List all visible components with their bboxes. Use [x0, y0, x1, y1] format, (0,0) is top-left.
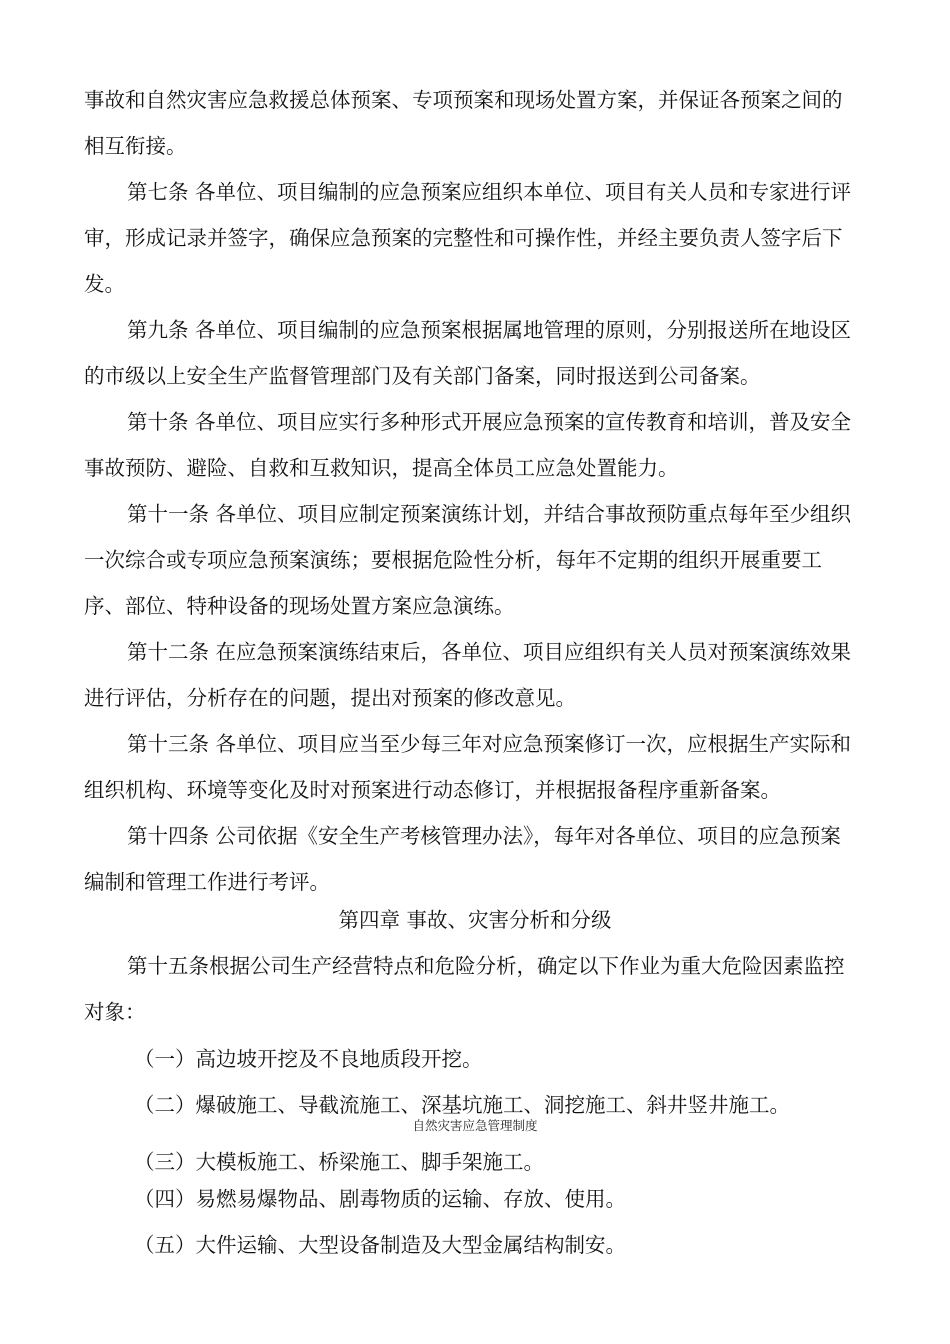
paragraph-line: 审，形成记录并签字，确保应急预案的完整性和可操作性，并经主要负责人签字后下: [84, 226, 843, 250]
article-9-line: 第九条 各单位、项目编制的应急预案根据属地管理的原则，分别报送所在地设区: [127, 318, 852, 342]
chapter-title: 第四章 事故、灾害分析和分级: [338, 908, 612, 932]
paragraph-line: 的市级以上安全生产监督管理部门及有关部门备案，同时报送到公司备案。: [84, 364, 761, 388]
article-13-line: 第十三条 各单位、项目应当至少每三年对应急预案修订一次，应根据生产实际和: [127, 732, 852, 756]
article-15-line: 第十五条根据公司生产经营特点和危险分析，确定以下作业为重大危险因素监控: [127, 954, 845, 978]
list-item: （三）大模板施工、桥梁施工、脚手架施工。: [134, 1150, 544, 1174]
paragraph-line: 组织机构、环境等变化及时对预案进行动态修订，并根据报备程序重新备案。: [84, 778, 781, 802]
list-item: （五）大件运输、大型设备制造及大型金属结构制安。: [134, 1233, 626, 1257]
paragraph-line: 事故预防、避险、自救和互救知识，提高全体员工应急处置能力。: [84, 456, 679, 480]
article-14-line: 第十四条 公司依据《安全生产考核管理办法》，每年对各单位、项目的应急预案: [127, 824, 841, 848]
paragraph-line: 编制和管理工作进行考评。: [84, 870, 330, 894]
paragraph-line: 相互衔接。: [84, 134, 187, 158]
page-footer: 自然灾害应急管理制度: [412, 1118, 538, 1133]
list-item: （二）爆破施工、导截流施工、深基坑施工、洞挖施工、斜井竖井施工。: [134, 1093, 790, 1117]
article-12-line: 第十二条 在应急预案演练结束后，各单位、项目应组织有关人员对预案演练效果: [127, 640, 852, 664]
paragraph-line: 一次综合或专项应急预案演练；要根据危险性分析，每年不定期的组织开展重要工: [84, 548, 822, 572]
paragraph-line: 对象：: [84, 1000, 146, 1024]
article-11-line: 第十一条 各单位、项目应制定预案演练计划，并结合事故预防重点每年至少组织: [127, 502, 852, 526]
list-item: （四）易燃易爆物品、剧毒物质的运输、存放、使用。: [134, 1187, 626, 1211]
paragraph-line: 事故和自然灾害应急救援总体预案、专项预案和现场处置方案，并保证各预案之间的: [84, 88, 843, 112]
list-item: （一）高边坡开挖及不良地质段开挖。: [134, 1047, 483, 1071]
article-10-line: 第十条 各单位、项目应实行多种形式开展应急预案的宣传教育和培训，普及安全: [127, 410, 852, 434]
article-7-line: 第七条 各单位、项目编制的应急预案应组织本单位、项目有关人员和专家进行评: [127, 180, 852, 204]
paragraph-line: 进行评估，分析存在的问题，提出对预案的修改意见。: [84, 686, 576, 710]
paragraph-line: 发。: [84, 272, 125, 296]
paragraph-line: 序、部位、特种设备的现场处置方案应急演练。: [84, 594, 515, 618]
